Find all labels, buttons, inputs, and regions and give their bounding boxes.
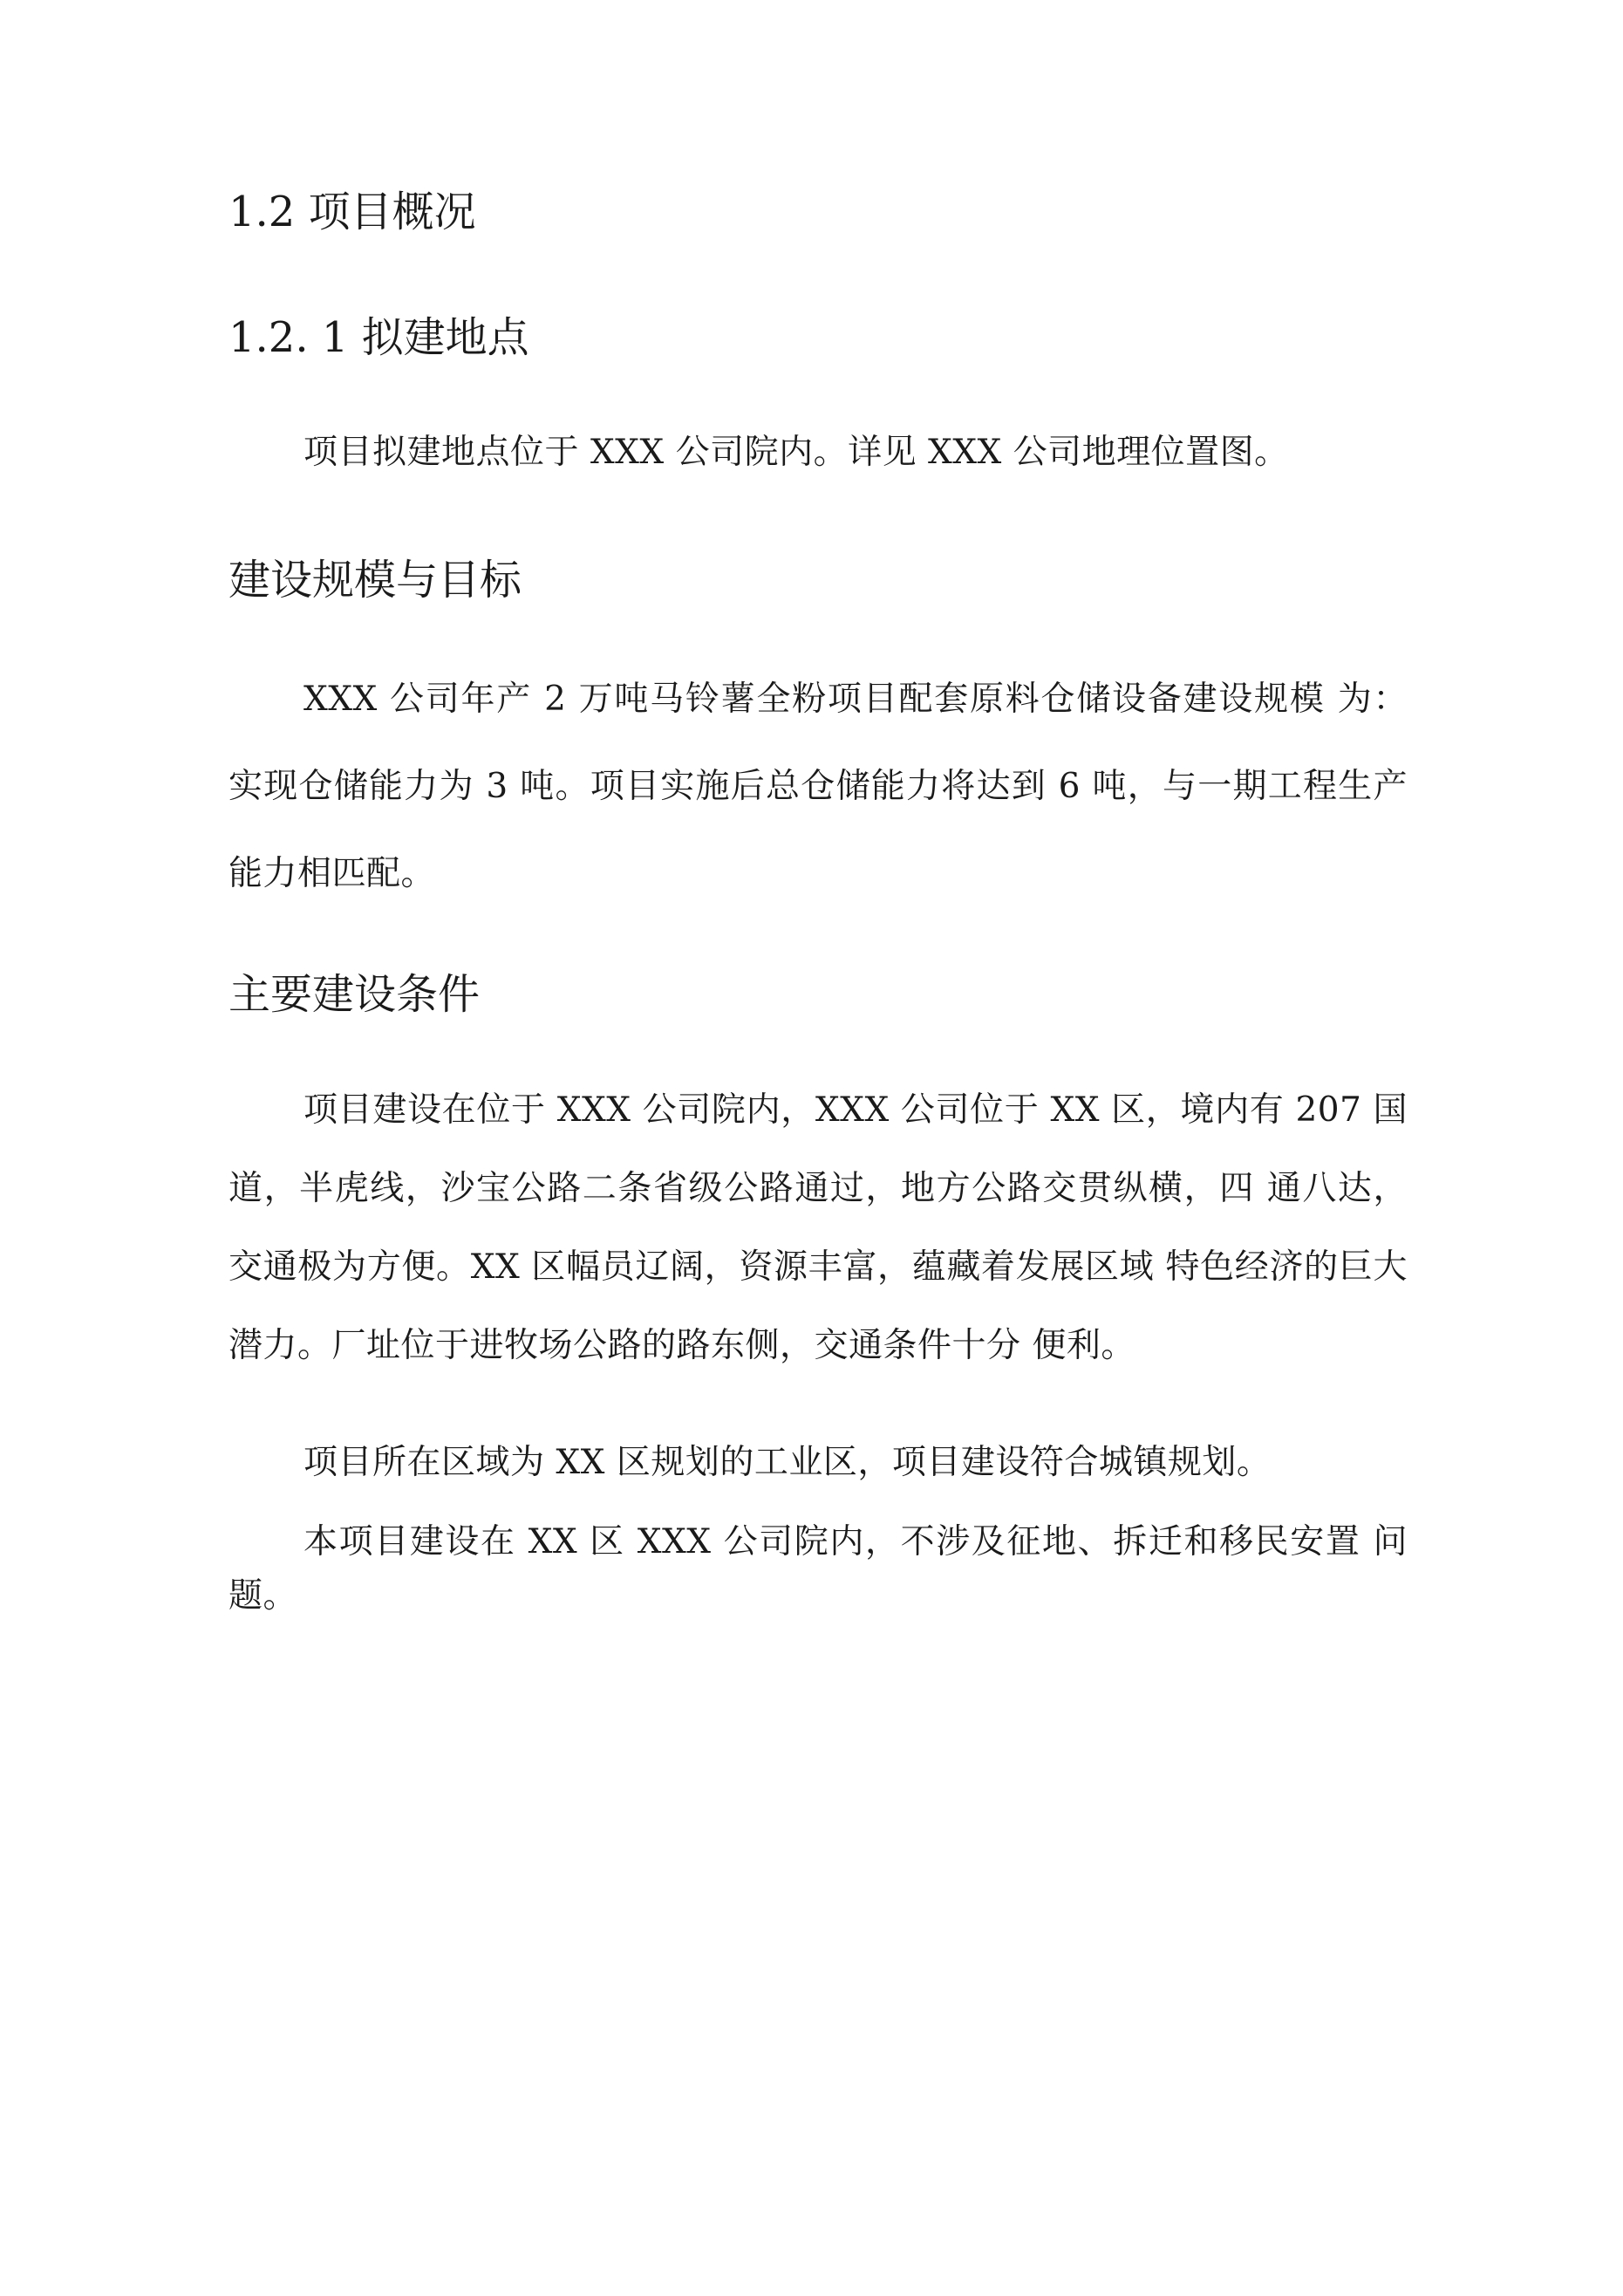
section-heading-location: 1.2. 1 拟建地点 xyxy=(228,313,529,362)
section-heading-overview: 1.2 项目概况 xyxy=(228,188,476,236)
section-heading-scale: 建设规模与目标 xyxy=(228,556,522,605)
paragraph-location: 项目拟建地点位于 XXX 公司院内。详见 XXX 公司地理位置图。 xyxy=(303,433,1289,472)
paragraph-conditions-1: 项目建设在位于 XXX 公司院内，XXX 公司位于 XX 区，境内有 207 国道，半虎线，沙宝公路二条省级公路通过，地方公路交贯纵横，四 通八达，交通极为方便。XX 区幅员辽阔，资源丰富，蕴藏着发展区域 特色经济的巨大潜力。厂址位于进牧场公路的路东侧，交通条件十分 便利。 xyxy=(228,1090,1408,1365)
paragraph-scale: XXX 公司年产 2 万吨马铃薯全粉项目配套原料仓储设备建设规模 为：实现仓储能力为 3 吨。项目实施后总仓储能力将达到 6 吨，与一期工程生产能力相匹配。 xyxy=(228,680,1408,893)
section-heading-conditions: 主要建设条件 xyxy=(228,970,481,1019)
paragraph-conditions-3: 本项目建设在 XX 区 XXX 公司院内，不涉及征地、拆迁和移民安置 问题。 xyxy=(228,1522,1408,1616)
paragraph-conditions-2: 项目所在区域为 XX 区规划的工业区，项目建设符合城镇规划。 xyxy=(303,1443,1272,1482)
